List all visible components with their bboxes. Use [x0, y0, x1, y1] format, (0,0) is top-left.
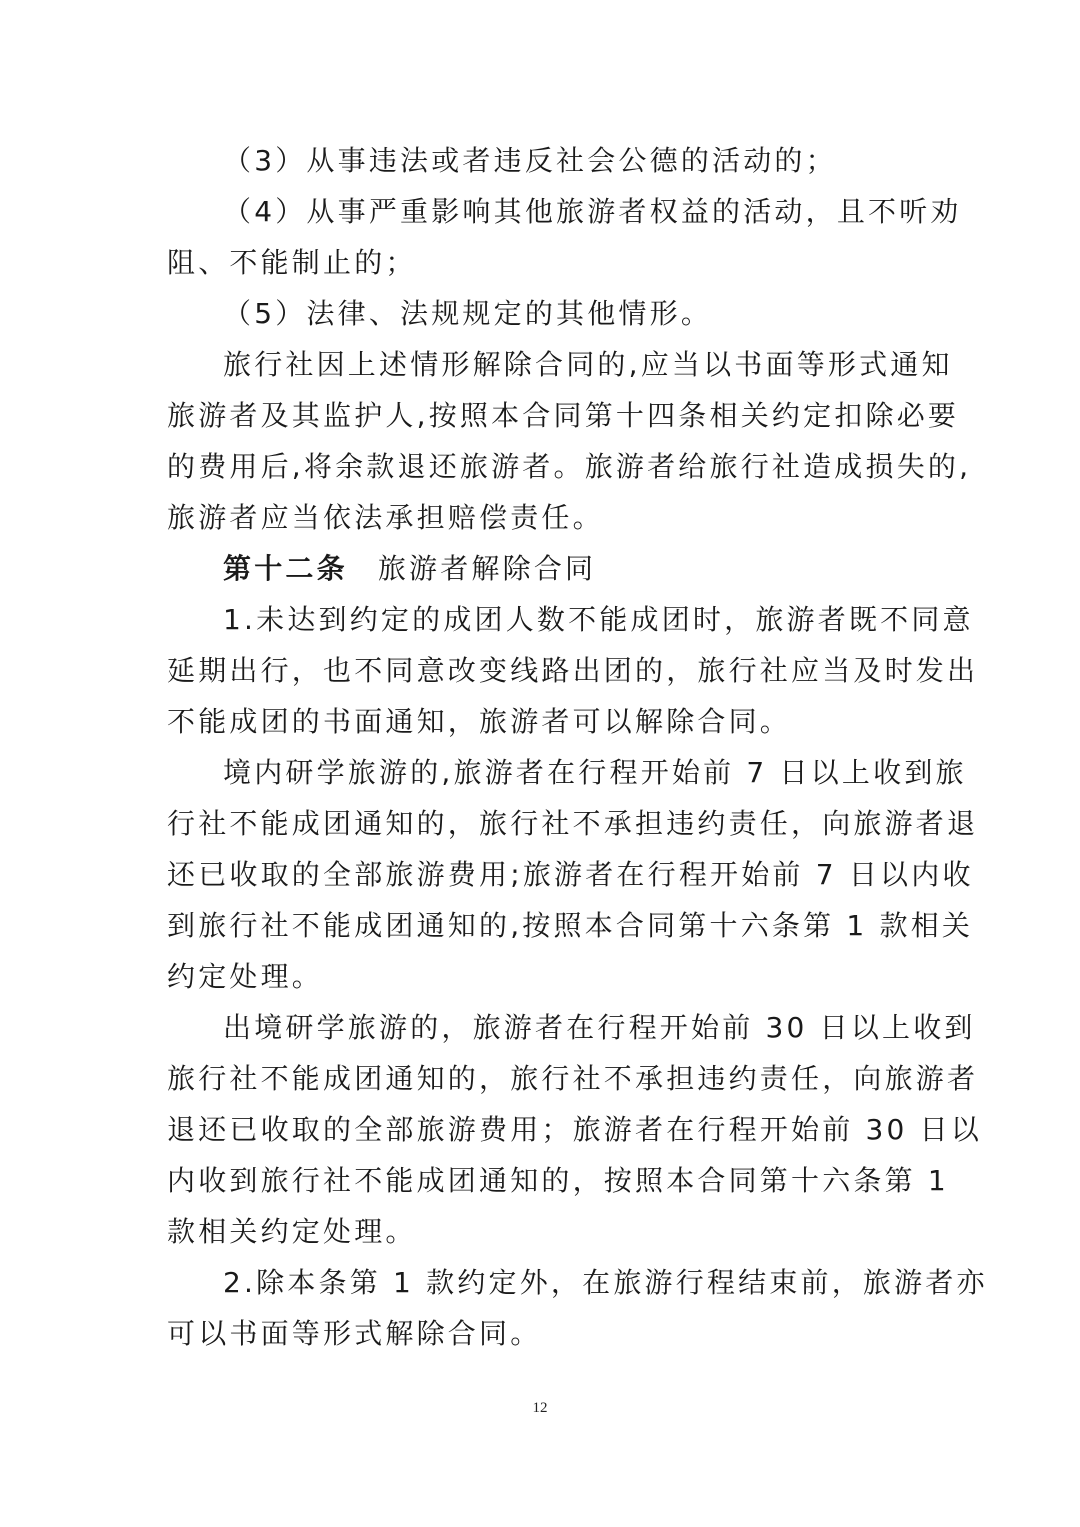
paragraph-line: （5）法律、法规规定的其他情形。: [223, 297, 713, 330]
paragraph-line: 退还已收取的全部旅游费用；旅游者在行程开始前 30 日以: [167, 1113, 983, 1146]
paragraph-line: 还已收取的全部旅游费用;旅游者在行程开始前 7 日以内收: [167, 858, 974, 891]
paragraph-line: （3）从事违法或者违反社会公德的活动的；: [223, 144, 837, 177]
paragraph-line: 不能成团的书面通知，旅游者可以解除合同。: [167, 705, 792, 738]
paragraph-line: 延期出行，也不同意改变线路出团的，旅行社应当及时发出: [167, 654, 979, 687]
paragraph-line: 款相关约定处理。: [167, 1215, 417, 1248]
paragraph-line: 旅行社不能成团通知的，旅行社不承担违约责任，向旅游者: [167, 1062, 979, 1095]
paragraph-line: 境内研学旅游的,旅游者在行程开始前 7 日以上收到旅: [223, 756, 967, 789]
paragraph-line: （4）从事严重影响其他旅游者权益的活动，且不听劝: [223, 195, 962, 228]
paragraph-line: 的费用后,将余款退还旅游者。旅游者给旅行社造成损失的,: [167, 450, 972, 483]
article-heading: [167, 543, 907, 594]
paragraph-line: 约定处理。: [167, 960, 324, 993]
page-number: 12: [532, 1400, 548, 1416]
article-number: 第十二条: [223, 552, 348, 585]
paragraph-line: 旅游者应当依法承担赔偿责任。: [167, 501, 604, 534]
paragraph-line: 内收到旅行社不能成团通知的，按照本合同第十六条第 1: [167, 1164, 949, 1197]
paragraph-line: 阻、不能制止的；: [167, 246, 417, 279]
paragraph-line: 出境研学旅游的，旅游者在行程开始前 30 日以上收到: [223, 1011, 976, 1044]
paragraph-line: 旅行社因上述情形解除合同的,应当以书面等形式通知: [223, 348, 953, 381]
article-title: 旅游者解除合同: [377, 552, 597, 585]
paragraph-line: 行社不能成团通知的，旅行社不承担违约责任，向旅游者退: [167, 807, 979, 840]
paragraph-line: 可以书面等形式解除合同。: [167, 1317, 542, 1350]
paragraph-line: 2.除本条第 1 款约定外，在旅游行程结束前，旅游者亦: [223, 1266, 988, 1299]
document-body: [167, 135, 988, 1359]
paragraph-line: 1.未达到约定的成团人数不能成团时，旅游者既不同意: [223, 603, 974, 636]
paragraph-line: 旅游者及其监护人,按照本合同第十四条相关约定扣除必要: [167, 399, 960, 432]
paragraph-line: 到旅行社不能成团通知的,按照本合同第十六条第 1 款相关: [167, 909, 974, 942]
